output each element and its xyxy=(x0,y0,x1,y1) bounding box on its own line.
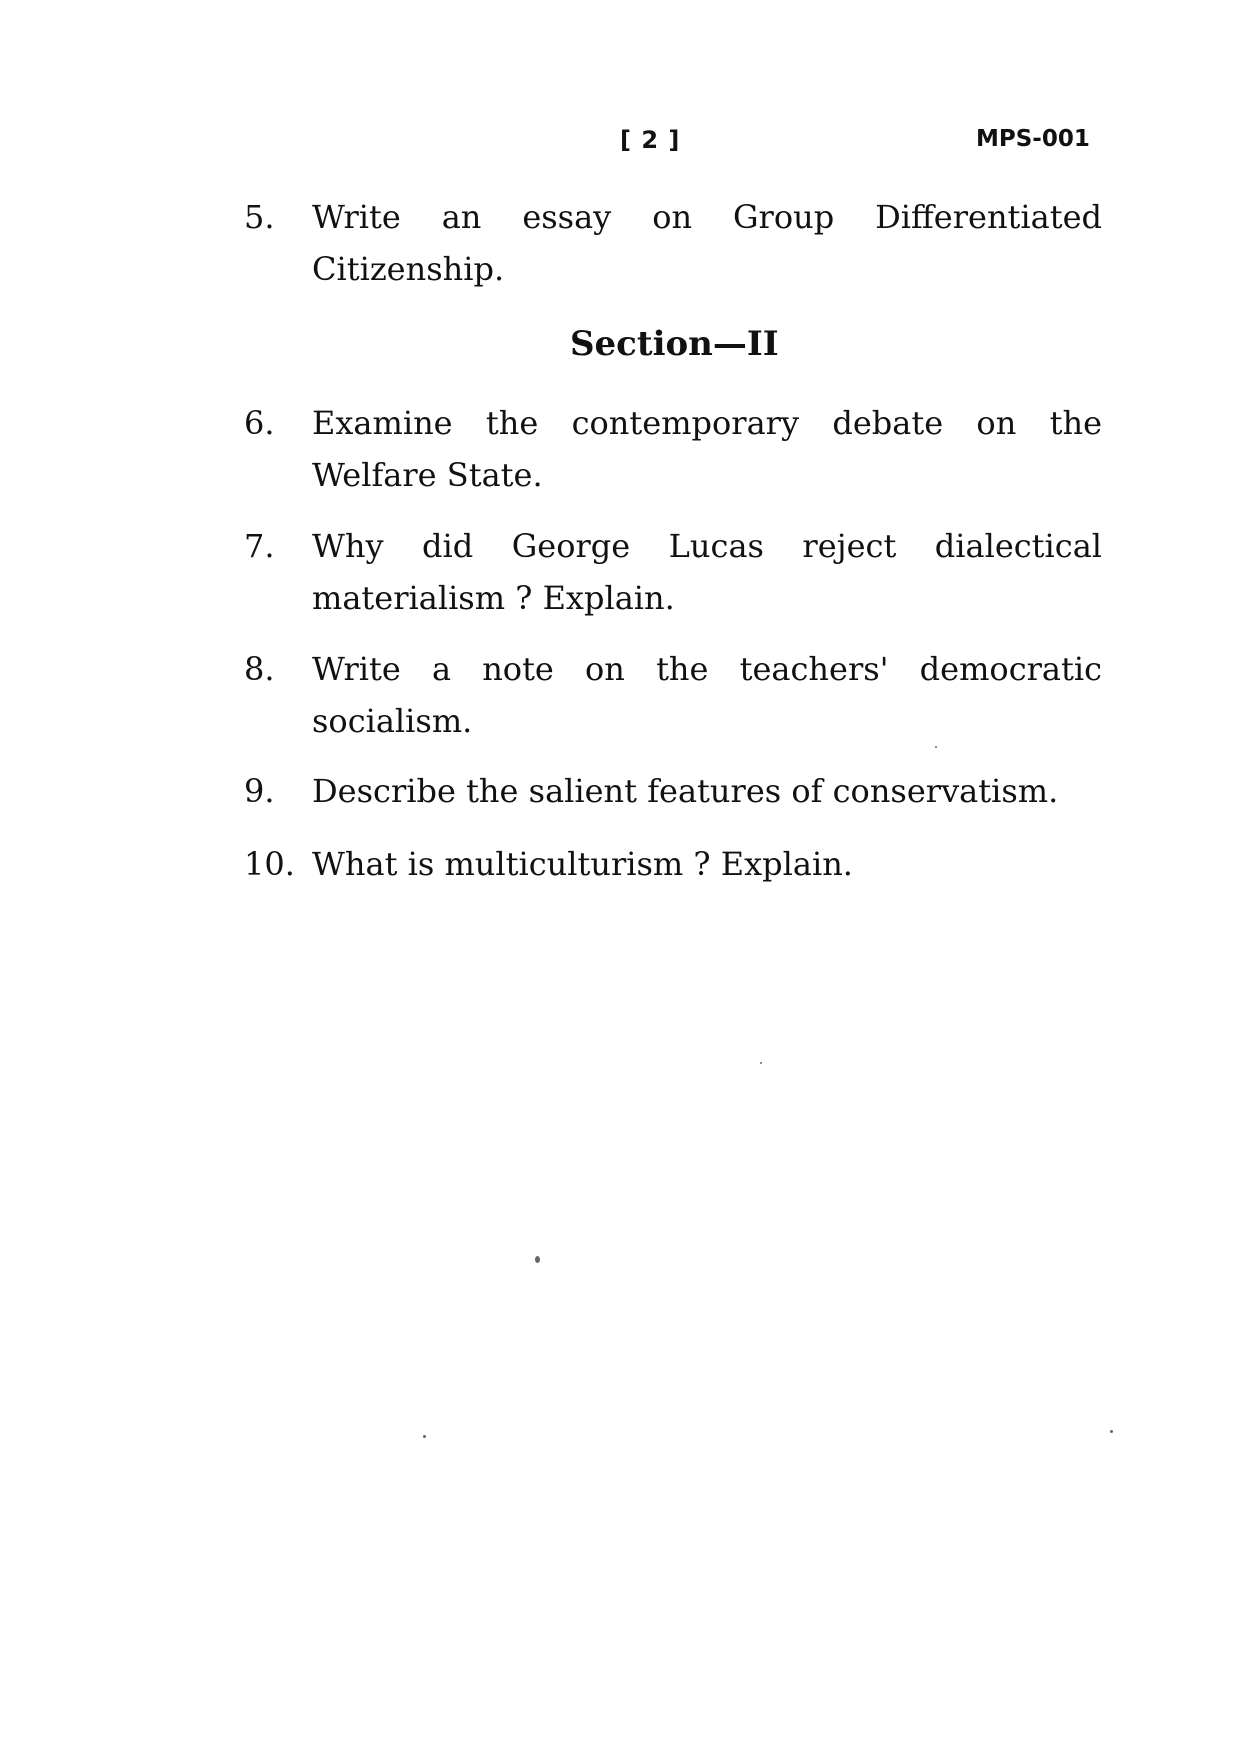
question-number: 8. xyxy=(244,650,275,688)
scan-speck xyxy=(760,1062,762,1064)
question-8 xyxy=(244,643,1104,747)
question-number: 10. xyxy=(244,845,295,883)
page-number: [ 2 ] xyxy=(620,126,681,154)
question-number: 7. xyxy=(244,527,275,565)
question-10 xyxy=(244,838,1104,890)
scan-speck xyxy=(935,746,937,748)
question-7 xyxy=(244,520,1104,624)
question-number: 6. xyxy=(244,404,275,442)
question-5 xyxy=(244,191,1104,295)
scan-speck xyxy=(1110,1430,1113,1433)
paper-code: MPS-001 xyxy=(976,126,1090,152)
scan-speck xyxy=(535,1256,540,1263)
question-text: Examine the contemporary debate on the Welfare State. xyxy=(312,404,1102,494)
section-heading: Section—II xyxy=(570,324,779,364)
question-text: Why did George Lucas reject dialectical materialism ? Explain. xyxy=(312,527,1102,617)
question-6 xyxy=(244,397,1104,501)
question-number: 5. xyxy=(244,198,275,236)
scan-speck xyxy=(423,1435,426,1438)
question-text: Write a note on the teachers' democratic socialism. xyxy=(312,650,1102,740)
question-9 xyxy=(244,765,1104,817)
question-text: Describe the salient features of conservatism. xyxy=(312,772,1059,810)
question-number: 9. xyxy=(244,772,275,810)
question-text: Write an essay on Group Differentiated Citizenship. xyxy=(312,198,1102,288)
question-text: What is multiculturism ? Explain. xyxy=(312,845,853,883)
